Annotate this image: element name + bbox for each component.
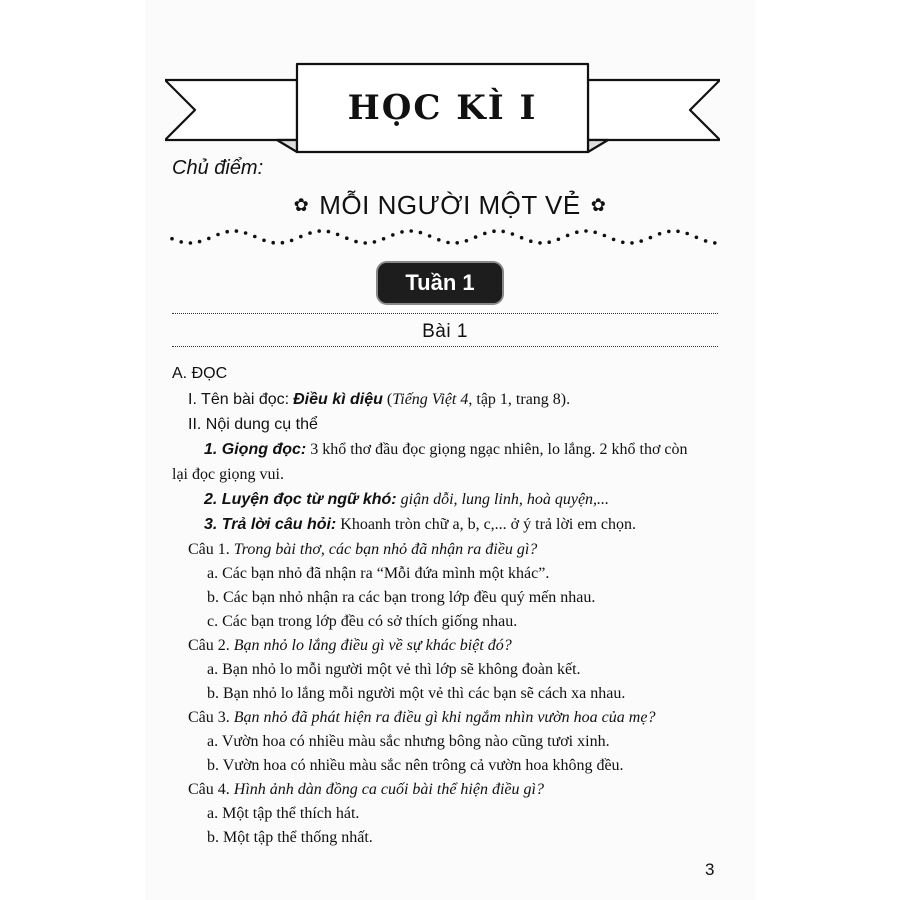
divider-dot bbox=[492, 229, 496, 233]
divider-dot bbox=[391, 233, 395, 237]
divider-dot bbox=[639, 239, 643, 243]
divider-dot bbox=[198, 240, 202, 244]
answer-line bbox=[204, 516, 636, 534]
flower-icon: ✿ bbox=[590, 195, 607, 215]
divider-dot bbox=[373, 240, 377, 244]
divider-dot bbox=[400, 230, 404, 234]
divider-dot bbox=[317, 229, 321, 233]
question-label: Câu 1. bbox=[188, 541, 230, 558]
divider-dot bbox=[299, 235, 303, 239]
divider-dot bbox=[336, 233, 340, 237]
divider-dot bbox=[547, 240, 551, 244]
divider-dot bbox=[281, 241, 285, 245]
reading-name-title: Điều kì diệu bbox=[293, 391, 383, 408]
divider-dot bbox=[253, 235, 257, 239]
divider-dot bbox=[419, 231, 423, 235]
reading-name-line bbox=[188, 391, 570, 409]
theme-title-text: MỖI NGƯỜI MỘT VẺ bbox=[319, 190, 581, 220]
reading-name-ref: , tập 1, trang 8). bbox=[468, 391, 571, 408]
section-heading: A. ĐỌC bbox=[172, 365, 228, 382]
question-label: Câu 4. bbox=[188, 781, 230, 798]
q2-option-a[interactable]: a. Bạn nhỏ lo mỗi người một vẻ thì lớp sẽ không đoàn kết. bbox=[207, 661, 581, 678]
divider-dot bbox=[593, 231, 597, 235]
q3-option-b[interactable]: b. Vườn hoa có nhiều màu sắc nên trông cả vườn hoa không đều. bbox=[207, 757, 624, 774]
divider-dot bbox=[271, 241, 275, 245]
divider-dot bbox=[428, 234, 432, 238]
lesson-title: Bài 1 bbox=[422, 321, 468, 342]
divider-dot bbox=[207, 237, 211, 241]
practice-label: 2. Luyện đọc từ ngữ khó: bbox=[204, 491, 397, 508]
divider-dot bbox=[501, 230, 505, 234]
question-text: Trong bài thơ, các bạn nhỏ đã nhận ra điều gì? bbox=[229, 541, 538, 558]
reading-name-open: ( bbox=[382, 391, 393, 408]
divider-dot bbox=[603, 234, 607, 238]
question-3 bbox=[188, 709, 655, 727]
question-text: Hình ảnh dàn đồng ca cuối bài thể hiện điều gì? bbox=[229, 781, 544, 798]
week-badge: Tuần 1 bbox=[378, 263, 502, 303]
divider-dot bbox=[262, 239, 266, 243]
divider-bottom bbox=[172, 346, 718, 347]
divider-dot bbox=[630, 241, 634, 245]
q3-option-a[interactable]: a. Vườn hoa có nhiều màu sắc nhưng bông nào cũng tươi xinh. bbox=[207, 733, 610, 750]
dotted-wave-divider bbox=[168, 226, 718, 248]
title-banner bbox=[165, 58, 720, 158]
question-label: Câu 2. bbox=[188, 637, 230, 654]
question-label: Câu 3. bbox=[188, 709, 230, 726]
semester-title: HỌC KÌ I bbox=[347, 88, 538, 128]
divider-dot bbox=[621, 241, 625, 245]
divider-dot bbox=[235, 229, 239, 233]
voice-text-cont: lại đọc giọng vui. bbox=[172, 466, 284, 483]
q1-option-b[interactable]: b. Các bạn nhỏ nhận ra các bạn trong lớp đều quý mến nhau. bbox=[207, 589, 596, 606]
divider-top bbox=[172, 313, 718, 314]
divider-dot bbox=[354, 240, 358, 244]
divider-dot bbox=[409, 229, 413, 233]
divider-dot bbox=[667, 230, 671, 234]
practice-words: giận dỗi, lung linh, hoà quyện,... bbox=[396, 491, 610, 508]
details-heading: II. Nội dung cụ thể bbox=[188, 416, 318, 433]
page-number: 3 bbox=[705, 860, 715, 879]
q1-option-c[interactable]: c. Các bạn trong lớp đều có sở thích giống nhau. bbox=[207, 613, 518, 630]
divider-dot bbox=[713, 241, 717, 245]
divider-dot bbox=[308, 231, 312, 235]
question-text: Bạn nhỏ lo lắng điều gì về sự khác biệt đó? bbox=[229, 637, 512, 654]
divider-dot bbox=[189, 241, 193, 245]
divider-dot bbox=[179, 240, 183, 244]
reading-name-book: Tiếng Việt 4 bbox=[392, 391, 469, 408]
theme-title bbox=[0, 190, 900, 221]
divider-dot bbox=[704, 239, 708, 243]
divider-dot bbox=[658, 232, 662, 236]
divider-dot bbox=[520, 236, 524, 240]
answer-text: Khoanh tròn chữ a, b, c,... ở ý trả lời em chọn. bbox=[336, 516, 637, 533]
divider-dot bbox=[584, 229, 588, 233]
divider-dot bbox=[511, 232, 515, 236]
question-text: Bạn nhỏ đã phát hiện ra điều gì khi ngắm nhìn vườn hoa của mẹ? bbox=[229, 709, 656, 726]
flower-icon: ✿ bbox=[293, 195, 310, 215]
voice-label: 1. Giọng đọc: bbox=[204, 441, 307, 458]
divider-dot bbox=[575, 230, 579, 234]
divider-dot bbox=[244, 231, 248, 235]
divider-dot bbox=[345, 236, 349, 240]
theme-label: Chủ điểm: bbox=[172, 157, 264, 179]
divider-dot bbox=[474, 235, 478, 239]
divider-dot bbox=[363, 241, 367, 245]
voice-line bbox=[204, 441, 688, 459]
answer-label: 3. Trả lời câu hỏi: bbox=[204, 516, 337, 533]
divider-dot bbox=[216, 233, 220, 237]
q4-option-b[interactable]: b. Một tập thể thống nhất. bbox=[207, 829, 373, 846]
divider-dot bbox=[327, 230, 331, 234]
divider-dot bbox=[437, 238, 441, 242]
divider-dot bbox=[455, 241, 459, 245]
q4-option-a[interactable]: a. Một tập thể thích hát. bbox=[207, 805, 360, 822]
divider-dot bbox=[483, 232, 487, 236]
divider-dot bbox=[566, 234, 570, 238]
divider-dot bbox=[649, 236, 653, 240]
question-4 bbox=[188, 781, 544, 799]
voice-text: 3 khổ thơ đầu đọc giọng ngạc nhiên, lo lắng. 2 khổ thơ còn bbox=[306, 441, 688, 458]
divider-dot bbox=[557, 238, 561, 242]
divider-dot bbox=[685, 232, 689, 236]
divider-dot bbox=[695, 236, 699, 240]
q2-option-b[interactable]: b. Bạn nhỏ lo lắng mỗi người một vẻ thì các bạn sẽ cách xa nhau. bbox=[207, 685, 626, 702]
divider-dot bbox=[612, 238, 616, 242]
divider-dot bbox=[382, 237, 386, 241]
divider-dot bbox=[529, 239, 533, 243]
divider-dot bbox=[446, 241, 450, 245]
divider-dot bbox=[225, 230, 229, 234]
divider-dot bbox=[676, 230, 680, 234]
divider-dot bbox=[465, 239, 469, 243]
divider-dot bbox=[170, 237, 174, 241]
question-1 bbox=[188, 541, 537, 559]
practice-line bbox=[204, 491, 609, 509]
question-2 bbox=[188, 637, 512, 655]
reading-name-label: I. Tên bài đọc: bbox=[188, 391, 290, 408]
q1-option-a[interactable]: a. Các bạn nhỏ đã nhận ra “Mỗi đứa mình một khác”. bbox=[207, 565, 550, 582]
divider-dot bbox=[538, 241, 542, 245]
divider-dot bbox=[290, 239, 294, 243]
